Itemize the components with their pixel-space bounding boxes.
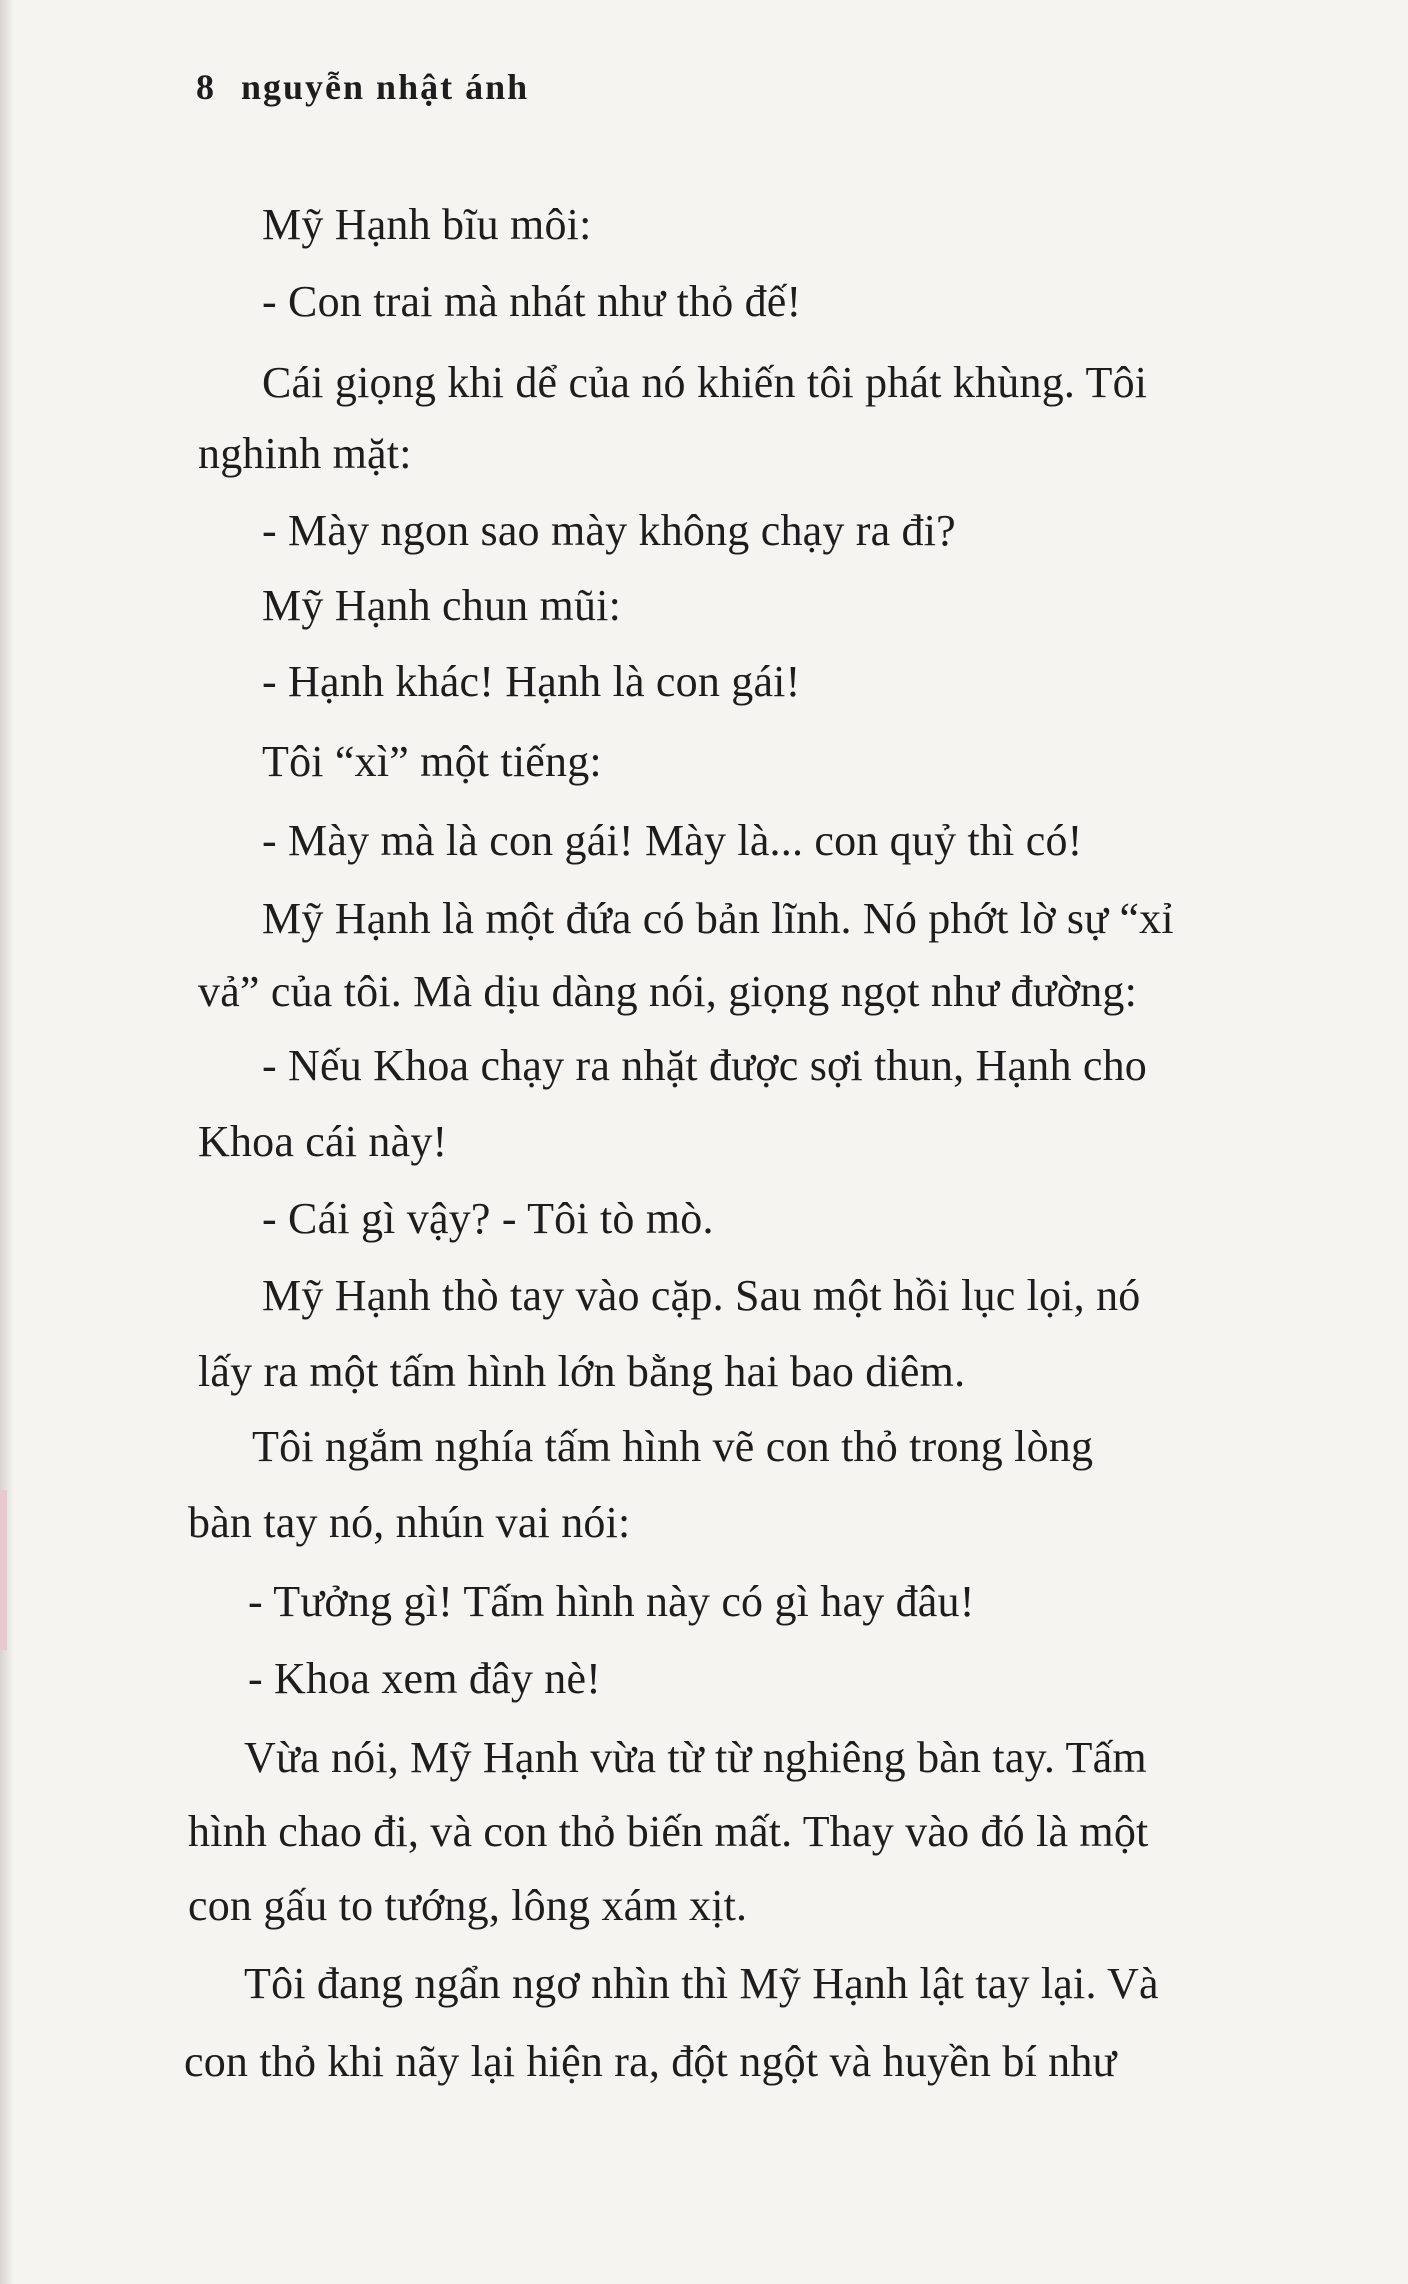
text-line: Vừa nói, Mỹ Hạnh vừa từ từ nghiêng bàn tay. Tấm bbox=[244, 1733, 1147, 1782]
text-line: - Cái gì vậy? - Tôi tò mò. bbox=[262, 1194, 714, 1243]
text-line: nghinh mặt: bbox=[198, 429, 412, 478]
running-header bbox=[196, 66, 529, 108]
text-line: con thỏ khi nãy lại hiện ra, đột ngột và huyền bí như bbox=[184, 2037, 1117, 2086]
text-line: vả” của tôi. Mà dịu dàng nói, giọng ngọt như đường: bbox=[198, 967, 1138, 1016]
text-line: - Hạnh khác! Hạnh là con gái! bbox=[262, 657, 801, 706]
text-line: - Khoa xem đây nè! bbox=[248, 1654, 602, 1703]
text-line: Tôi “xì” một tiếng: bbox=[262, 737, 602, 786]
text-line: - Mày ngon sao mày không chạy ra đi? bbox=[262, 506, 956, 555]
text-line: Khoa cái này! bbox=[198, 1117, 448, 1166]
text-line: Mỹ Hạnh bĩu môi: bbox=[262, 200, 592, 249]
text-line: - Con trai mà nhát như thỏ đế! bbox=[262, 277, 802, 326]
page-edge-shadow bbox=[0, 0, 14, 2284]
author-name: nguyễn nhật ánh bbox=[241, 67, 530, 107]
text-line: Tôi ngắm nghía tấm hình vẽ con thỏ trong lòng bbox=[252, 1422, 1094, 1471]
page-edge-mark bbox=[0, 1490, 7, 1650]
text-line: Cái giọng khi dể của nó khiến tôi phát khùng. Tôi bbox=[262, 358, 1148, 407]
text-line: lấy ra một tấm hình lớn bằng hai bao diêm. bbox=[198, 1347, 966, 1396]
text-line: Mỹ Hạnh là một đứa có bản lĩnh. Nó phớt lờ sự “xỉ bbox=[262, 894, 1174, 943]
page-number: 8 bbox=[196, 67, 216, 107]
text-line: con gấu to tướng, lông xám xịt. bbox=[188, 1881, 748, 1930]
text-line: Mỹ Hạnh thò tay vào cặp. Sau một hồi lục lọi, nó bbox=[262, 1271, 1141, 1320]
text-line: - Tưởng gì! Tấm hình này có gì hay đâu! bbox=[248, 1577, 975, 1626]
text-line: - Nếu Khoa chạy ra nhặt được sợi thun, Hạnh cho bbox=[262, 1041, 1147, 1090]
text-line: bàn tay nó, nhún vai nói: bbox=[188, 1498, 631, 1547]
text-line: Mỹ Hạnh chun mũi: bbox=[262, 581, 622, 630]
text-line: Tôi đang ngẩn ngơ nhìn thì Mỹ Hạnh lật tay lại. Và bbox=[244, 1959, 1159, 2008]
text-line: hình chao đi, và con thỏ biến mất. Thay vào đó là một bbox=[188, 1807, 1149, 1856]
text-line: - Mày mà là con gái! Mày là... con quỷ thì có! bbox=[262, 816, 1083, 865]
